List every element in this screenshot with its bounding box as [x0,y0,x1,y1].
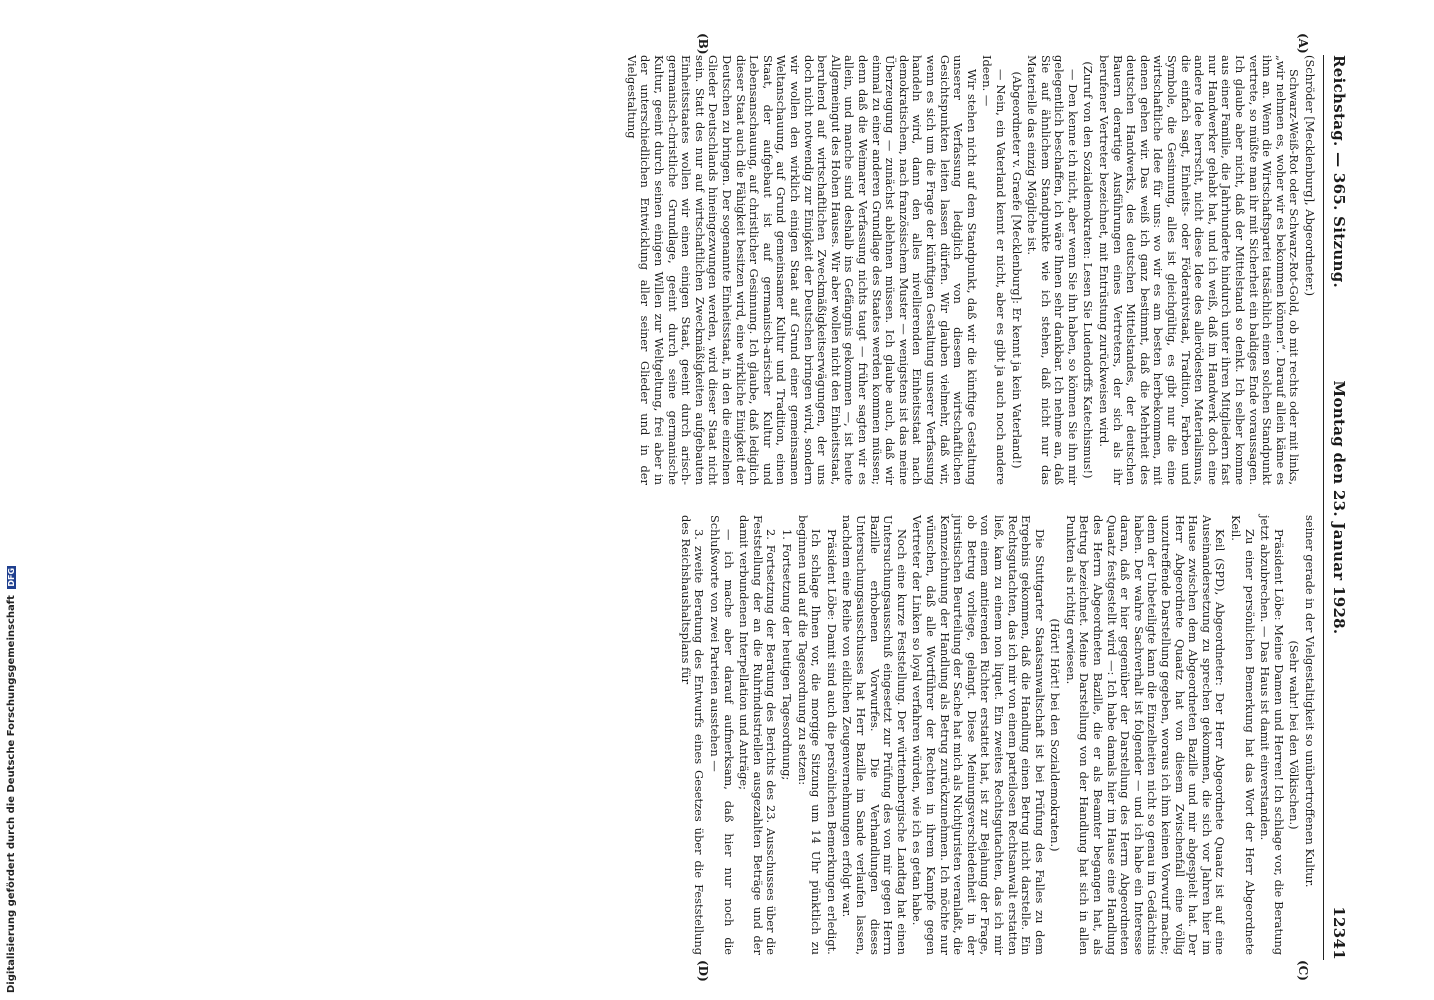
agenda-item: 2. Fortsetzung der Beratung des Berichts des 23. Ausschusses über die Feststellung der an die Ruhrindustriellen ausgezahlten Beträge und der damit verbundenen Interpellation und Anträge; [737,515,779,955]
margin-mark-a: (A) [1296,33,1310,54]
paragraph: Ich schlage Ihnen vor, die morgige Sitzung um 14 Uhr pünktlich zu beginnen und auf die Tagesordnung zu setzen: [795,515,824,955]
president-statement: Präsident Löbe: Damit sind auch die persönlichen Bemerkungen erledigt. [824,529,839,955]
header-date: Montag den 23. Januar 1928. [1330,380,1348,635]
margin-mark-d: (D) [696,960,710,982]
margin-mark-b: (B) [696,33,710,55]
agenda-item: 3. zweite Beratung des Entwurfs eines Gesetzes über die Feststellung des Reichshaushaltsplans für [678,515,707,955]
agenda-item: 1. Fortsetzung der heutigen Tagesordnung; [780,529,795,781]
paragraph: — Nein, ein Vaterland kennt er nicht, aber es gibt ja auch noch andere Ideen. — [980,55,1008,485]
left-column [622,55,1316,485]
page-number: 12341 [1330,906,1348,960]
paragraph: seiner gerade in der Vielgestaltigkeit so unübertroffenen Kultur. [1303,515,1317,888]
paragraph: Noch eine kurze Feststellung. Der württembergische Landtag hat einen Untersuchungsausschuß eingesetzt zur Prüfung des von mir gegen Herrn Bazille erhobenen Vorwurfes. Die Verhandlungen dieses Untersuchungsausschusses hat Herr Bazille im Sande verlaufen lassen, nachdem eine Reihe von eidlichen Zeugenvernehmungen erfolgt war. [840,515,909,955]
speaker-keil: Keil (SPD), Abgeordneter: Der Herr Abgeordnete Quaatz ist auf eine Auseinandersetzung zu sprechen gekommen, die sich vor Jahren hier im Hause zwischen dem Abgeordneten Bazille und mir abgespielt hat. Der Herr Abgeordnete Quaatz hat von diesem Zwischenfall eine völlig unzutreffende Darstellung gegeben, woraus ich ihm keinen Vorwurf mache; denn der Unbeteiligte kann die Einzelheiten nicht so genau im Gedächtnis haben. Der wahre Sachverhalt ist folgender — und ich habe ein Interesse daran, daß er hier gegenüber der Darstellung des Herrn Abgeordneten Quaatz festgestellt wird —: Ich habe damals hier im Hause eine Handlung des Herrn Abgeordneten Bazille, die er als Beamter begangen hat, als Betrug bezeichnet. Meine Darstellung von der Handlung hat sich in allen Punkten als richtig erwiesen. [1063,515,1228,955]
dfg-logo: DFG [7,567,16,587]
speaker-line: (Schröder [Mecklenburg], Abgeordneter.) [1303,55,1317,297]
header-session: Reichstag. — 365. Sitzung. [1330,55,1348,289]
interjection: (Hört! Hört! bei den Sozialdemokraten.) [1048,618,1063,852]
paragraph: Schwarz-Weiß-Rot oder Schwarz-Rot-Gold, ob mit rechts oder mit links, „wir nehmen es, woher wir es bekommen können“. Darauf allein käme es ihm an. Wenn die Wirtschaftspartei tatsächlich einen solchen Standpunkt vertrete, so müßte man ihr mit Sicherheit ein baldiges Ende voraussagen. Ich glaube aber nicht, daß der Mittelstand so denkt. Ich selber komme aus einer Familie, die Jahrhunderte hindurch unter ihren Mitgliedern fast nur Handwerker gehabt hat, und ich weiß, daß im Handwerk doch eine andere Idee herrscht, nicht diese Idee des allerödesten Materialismus, die einfach sagt, Einheits- oder Föderativstaat, Tradition, Farben und Symbole, die Gesinnung, alles ist gleichgültig, es gibt nur die eine wirtschaftliche Idee für uns: wo wir es am besten herbekommen, mit denen gehen wir. Das weiß ich ganz bestimmt, daß die Mehrheit des deutschen Handwerks, des deutschen Mittelstandes, der deutschen Bauern derartige Ausführungen eines Vertreters, der sich als ihr berufener Vertreter bezeichnet, mit Entrüstung zurückweisen wird. [1097,55,1302,485]
paragraph: — ich mache aber darauf aufmerksam, daß hier nur noch die Schlußworte von zwei Parteien ausstehen — [708,515,736,955]
rotated-page [120,33,1350,982]
running-head [1323,55,1350,960]
paragraph: Wir stehen nicht auf dem Standpunkt, daß wir die künftige Gestaltung unserer Verfassung lediglich von diesem wirtschaftlichen Gesichtspunkten leiten lassen dürfen. Wir glauben vielmehr, daß wir, wenn es sich um die Frage der künftigen Gestaltung unserer Verfassung handeln wird, dann den alles nivellierenden Einheitsstaat nach demokratischem, nach französischem Muster — wenigstens ist das meine Überzeugung — zunächst ablehnen müssen. Ich glaube auch, daß wir einmal zu einer anderen Grundlage des Staates werden kommen müssen; denn daß die Weimarer Verfassung nichts taugt — früher sagten wir es allein, und manche sind deshalb ins Gefängnis gekommen —, ist heute Allgemeingut des Hohen Hauses. Wir aber wollen nicht den Einheitsstaat, beruhend auf wirtschaftlichen Zweckmäßigkeitserwägungen, der uns doch nicht notwendig zur Einigkeit der Deutschen bringen wird, sondern wir wollen den wirklich einigen Staat auf Grund einer gemeinsamen Weltanschauung, auf Grund gemeinsamer Kultur und Tradition, einen Staat, der aufgebaut ist auf germanisch-arischer Kultur und Lebensanschauung, auf christlicher Gesinnung. Ich glaube, daß lediglich dieser Staat auch die Fähigkeit besitzen wird, eine wirkliche Einigkeit der Deutschen zu bringen. Der sogenannte Einheitsstaat, in den die einzelnen Glieder Deutschlands hineingezwungen werden, wird dieser Staat nicht sein. Statt des nur auf wirtschaftlichen Zweckmäßigkeiten aufgebauten Einheitsstaates wollen wir einen einigen Staat, geeint durch arisch-germanisch-christliche Grundlage, geeint durch seine germanische Kultur, geeint durch seinen einigen Willen zur Weltgeltung, frei aber in der unterschiedlichen Entwicklung aller seiner Glieder und in der Vielgestaltung [624,55,979,485]
right-column [676,515,1316,955]
interjection: (Sehr wahr! bei den Völkischen.) [1287,640,1302,830]
paragraph: Zu einer persönlichen Bemerkung hat das Wort der Herr Abgeordnete Keil. [1229,515,1257,955]
paragraph: — Den kenne ich nicht, aber wenn Sie ihn haben, so können Sie ihn mir gelegentlich beschaffen, ich wäre Ihnen sehr dankbar. Ich nehme an, daß Sie auf ähnlichem Standpunkte wie ich stehen, daß nicht nur das Materielle das einzig Mögliche ist. [1025,55,1080,485]
margin-mark-c: (C) [1296,960,1310,981]
funding-note-text: Digitalisierung gefördert durch die Deutsche Forschungsgemeinschaft [6,595,17,993]
president-statement: Präsident Löbe: Meine Damen und Herren! Ich schlage vor, die Beratung jetzt abzubrechen. — Das Haus ist damit einverstanden. [1258,515,1286,955]
interjection: (Abgeordneter v. Graefe [Mecklenburg]: Er kennt ja kein Vaterland!) [1009,71,1024,469]
paragraph: Die Stuttgarter Staatsanwaltschaft ist bei Prüfung des Falles zu dem Ergebnis gekommen, daß die Handlung einen Betrug nicht darstelle. Ein Rechtsgutachten, das ich mir von einem parteilosen Rechtsanwalt erstatten ließ, kam zu einem non liquet. Ein zweites Rechtsgutachten, das ich mir von einem amtierenden Richter erstattet hat, ist zur Bejahung der Frage, ob Betrug vorliege, gelangt. Diese Meinungsverschiedenheit in der juristischen Beurteilung der Sache hat mich als Nichtjuristen veranlaßt, die Kennzeichnung der Handlung als Betrug zurückzunehmen. Ich möchte nur wünschen, daß alle Wortführer der Rechten in ihrem Kampfe gegen Vertreter der Linken so loyal verfahren würden, wie ich es getan habe. [910,515,1047,955]
funding-note [6,3,20,993]
interjection: (Zuruf von den Sozialdemokraten: Lesen Sie Ludendorffs Katechismus!) [1081,61,1096,479]
